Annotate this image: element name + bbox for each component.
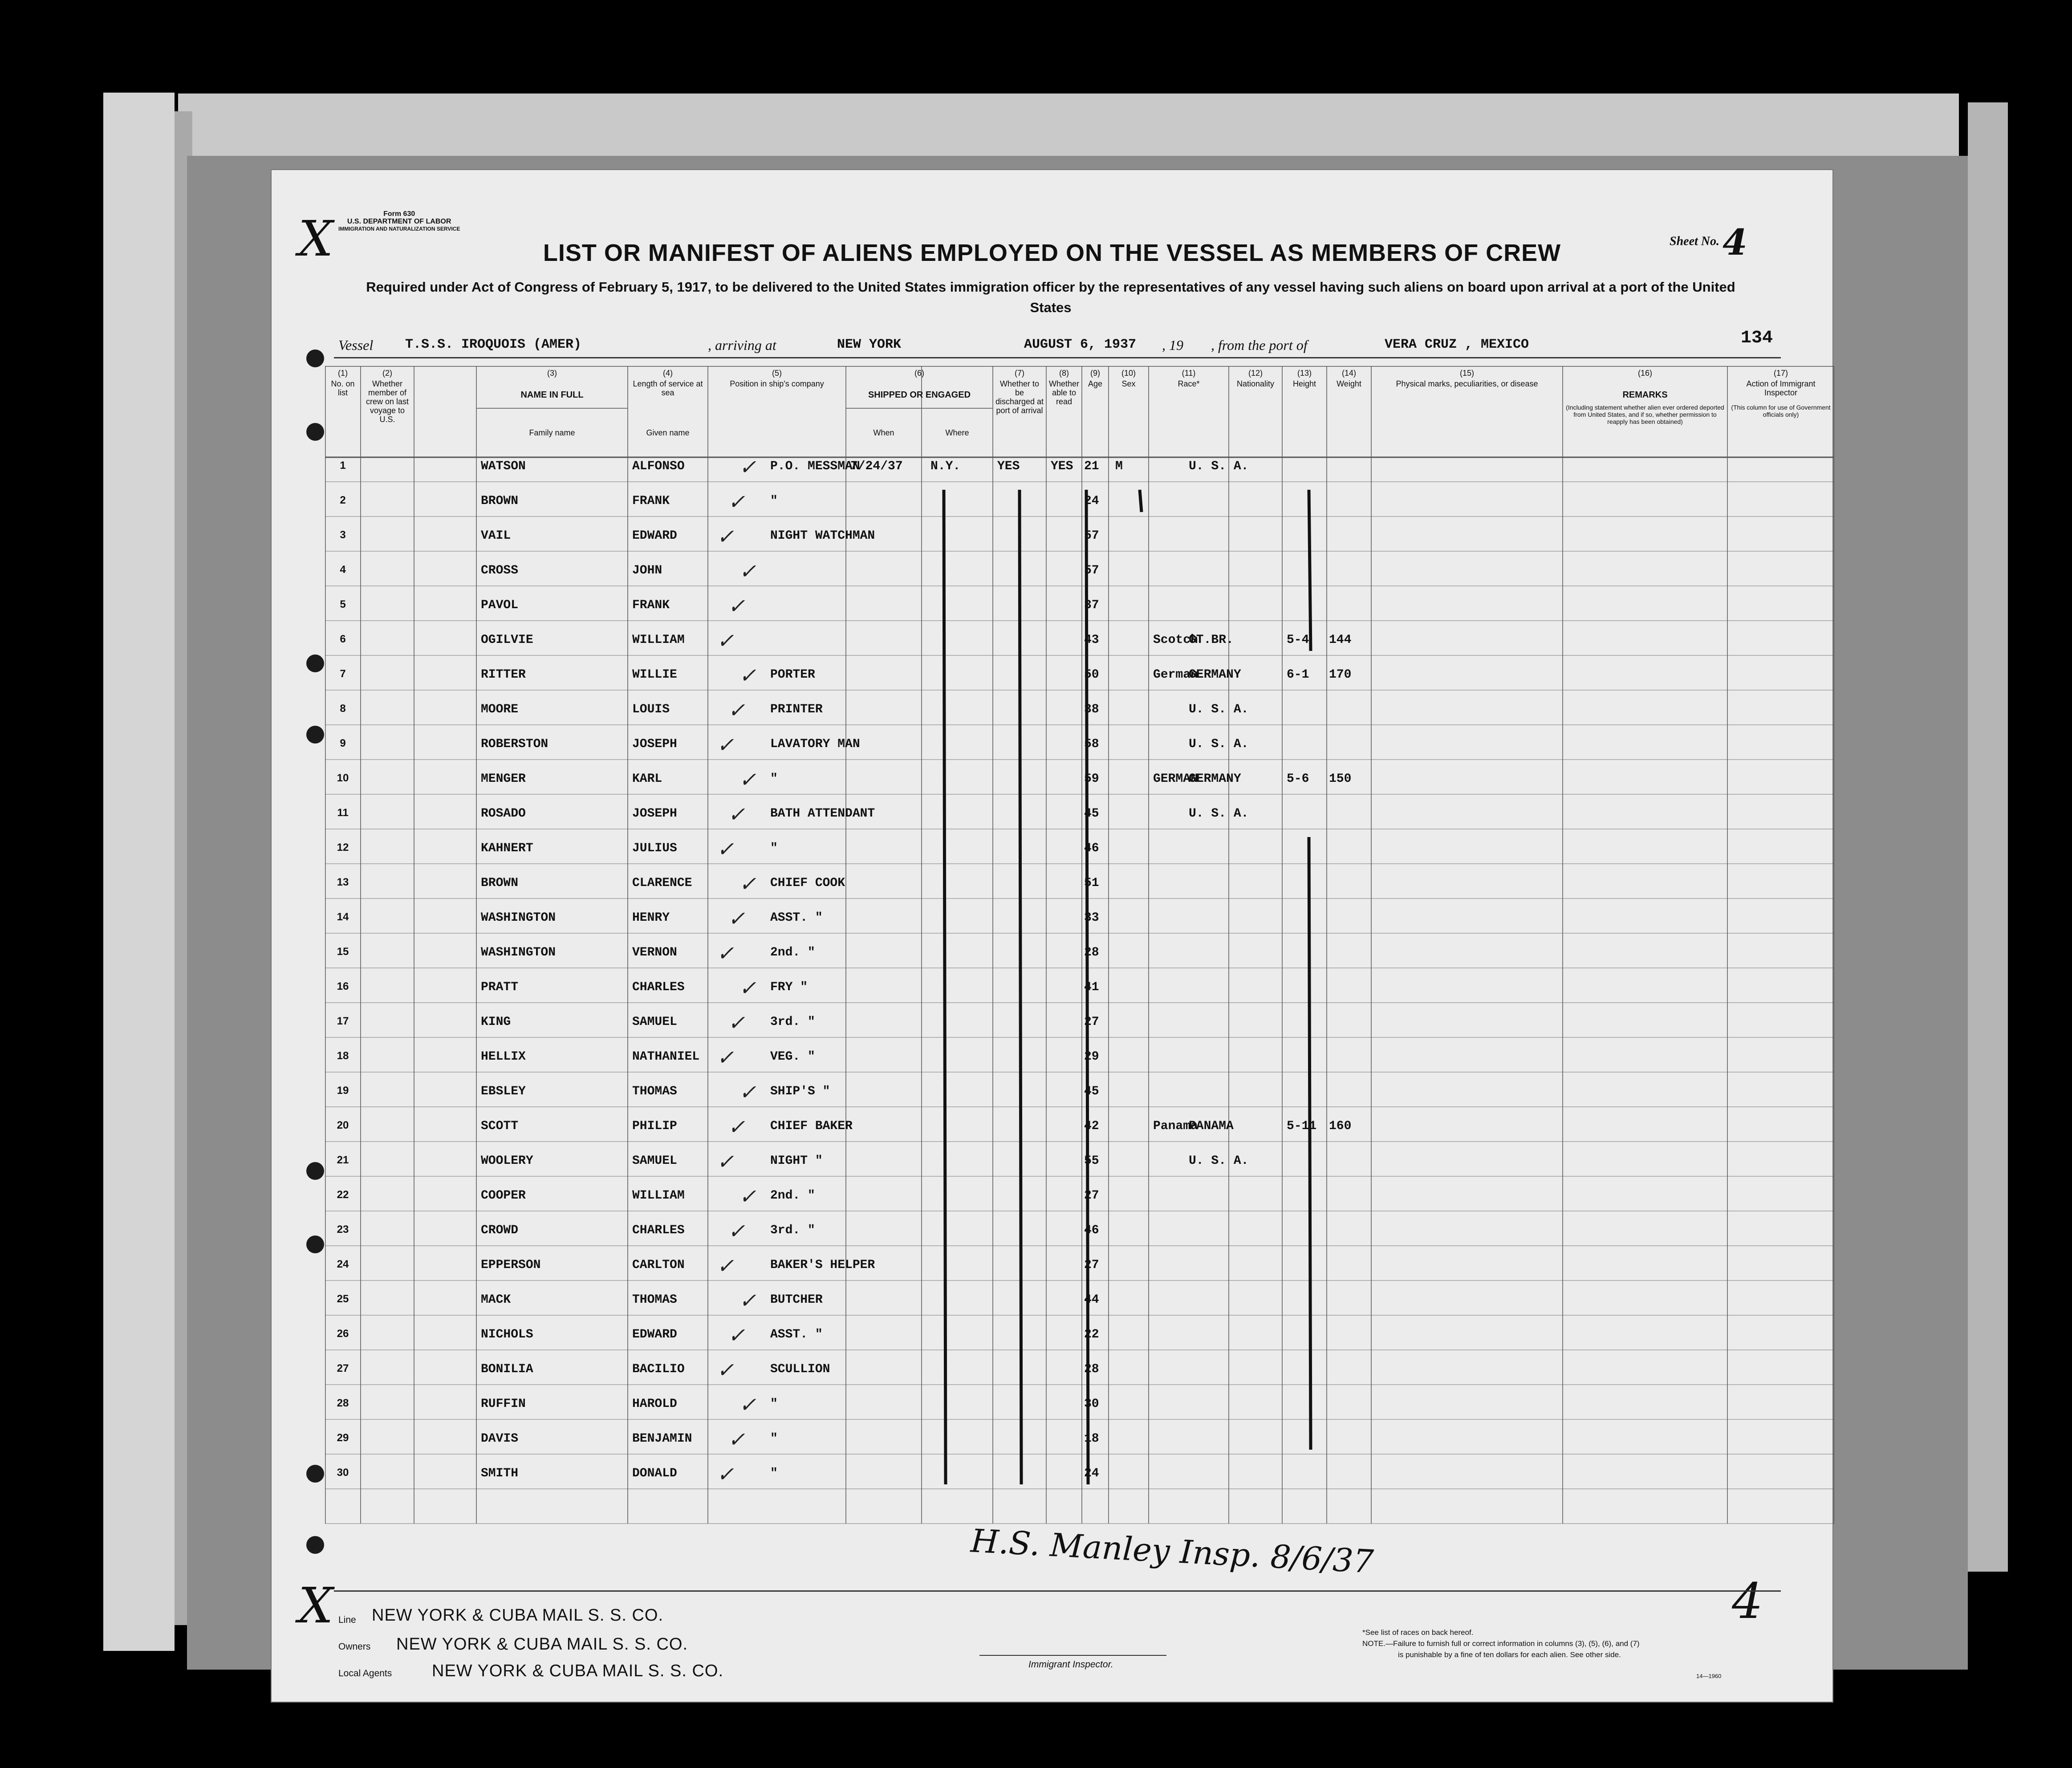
- departure-port: VERA CRUZ , MEXICO: [1385, 337, 1529, 352]
- checkmark-icon: ✓: [739, 663, 756, 687]
- family-name: HELLIX: [481, 1050, 526, 1064]
- position: BAKER'S HELPER: [770, 1258, 875, 1272]
- nationality: U. S. A.: [1189, 737, 1249, 751]
- checkmark-icon: ✓: [717, 1462, 734, 1486]
- column-number: (8): [1059, 369, 1069, 378]
- family-name: KAHNERT: [481, 841, 533, 855]
- age: 30: [1084, 1397, 1099, 1411]
- family-name: COOPER: [481, 1189, 526, 1203]
- family-name: VAIL: [481, 529, 511, 543]
- able-to-read: YES: [1051, 459, 1073, 473]
- when-header: When: [873, 428, 894, 437]
- family-name: ROBERSTON: [481, 737, 548, 751]
- race: Scotch: [1153, 633, 1198, 647]
- checkmark-icon: ✓: [739, 1184, 756, 1208]
- agents-value: NEW YORK & CUBA MAIL S. S. CO.: [432, 1662, 724, 1680]
- ditto-line: [944, 490, 946, 1484]
- position: ": [770, 772, 778, 786]
- checkmark-icon: ✓: [728, 1427, 745, 1451]
- given-name: CHARLES: [632, 1223, 685, 1237]
- age: 27: [1084, 1189, 1099, 1203]
- family-name: CROWD: [481, 1223, 519, 1237]
- checkmark-icon: ✓: [717, 941, 734, 965]
- row-number: 3: [340, 529, 346, 541]
- position: ": [770, 1467, 778, 1480]
- nationality: PANAMA: [1189, 1119, 1234, 1133]
- family-name: WASHINGTON: [481, 946, 556, 959]
- given-name: THOMAS: [632, 1085, 677, 1098]
- checkmark-icon: ✓: [739, 872, 756, 896]
- row-number: 19: [337, 1085, 349, 1097]
- column-header: Whether able to read: [1048, 379, 1080, 406]
- column-number: (5): [772, 369, 782, 378]
- family-name-header: Family name: [529, 428, 575, 437]
- age: 59: [1084, 772, 1099, 786]
- position: CHIEF COOK: [770, 876, 845, 890]
- age: 28: [1084, 946, 1099, 959]
- family-name: SMITH: [481, 1467, 519, 1480]
- nationality: U. S. A.: [1189, 459, 1249, 473]
- shipped-where: N.Y.: [930, 459, 961, 473]
- mark-top-left: X: [298, 210, 333, 267]
- age: 46: [1084, 841, 1099, 855]
- column-number: (4): [663, 369, 673, 378]
- checkmark-icon: ✓: [739, 559, 756, 583]
- age: 42: [1084, 1119, 1099, 1133]
- punch-hole: [306, 423, 324, 441]
- family-name: MENGER: [481, 772, 526, 786]
- family-name: PAVOL: [481, 598, 519, 612]
- checkmark-icon: ✓: [717, 733, 734, 757]
- family-name: EBSLEY: [481, 1085, 526, 1098]
- family-name: NICHOLS: [481, 1328, 533, 1341]
- family-name: PRATT: [481, 980, 519, 994]
- row-number: 28: [337, 1397, 349, 1409]
- sex: M: [1115, 459, 1123, 473]
- given-name: THOMAS: [632, 1293, 677, 1307]
- given-name: FRANK: [632, 494, 670, 508]
- row-number: 6: [340, 633, 346, 645]
- row-number: 10: [337, 772, 349, 784]
- mark-bottom-left: X: [298, 1577, 333, 1634]
- arrival-port: NEW YORK: [837, 337, 902, 352]
- checkmark-icon: ✓: [717, 1254, 734, 1278]
- column-header: Action of Immigrant Inspector: [1746, 379, 1816, 397]
- ditto-line: [1020, 490, 1021, 1484]
- nationality: U. S. A.: [1189, 807, 1249, 821]
- note-fine: is punishable by a fine of ten dollars for each alien. See other side.: [1398, 1650, 1621, 1659]
- scan-background-top: [178, 93, 1959, 160]
- height: 6-1: [1287, 668, 1309, 682]
- column-header: Height: [1292, 379, 1316, 388]
- checkmark-icon: ✓: [728, 698, 745, 722]
- column-header: Race*: [1178, 379, 1200, 388]
- height: 5-11: [1287, 1119, 1317, 1133]
- mark-bottom-right: 4: [1732, 1573, 1763, 1630]
- family-name: ROSADO: [481, 807, 526, 821]
- age: 44: [1084, 1293, 1099, 1307]
- family-name: MACK: [481, 1293, 511, 1307]
- column-number: (7): [1015, 369, 1024, 378]
- position: ": [770, 494, 778, 508]
- given-name: HAROLD: [632, 1397, 677, 1411]
- checkmark-icon: ✓: [739, 1393, 756, 1417]
- footer-rule: [334, 1590, 1781, 1592]
- column-header: Weight: [1337, 379, 1361, 388]
- family-name: RUFFIN: [481, 1397, 526, 1411]
- row-number: 17: [337, 1015, 349, 1027]
- line-value: NEW YORK & CUBA MAIL S. S. CO.: [372, 1606, 664, 1625]
- given-name: CHARLES: [632, 980, 685, 994]
- given-name: BENJAMIN: [632, 1432, 692, 1446]
- position: ASST. ": [770, 911, 823, 925]
- form-department: U.S. DEPARTMENT OF LABOR: [347, 218, 451, 225]
- row-number: 4: [340, 564, 346, 576]
- nationality: GERMANY: [1189, 668, 1241, 682]
- row-number: 15: [337, 946, 349, 958]
- remarks-note: (Including statement whether alien ever ordered deported from United States, and if so, whether permission to reapply has been obtained): [1566, 404, 1724, 425]
- given-name: JULIUS: [632, 841, 677, 855]
- vessel-line-rule: [334, 357, 1781, 358]
- column-number: (17): [1773, 369, 1788, 378]
- position: VEG. ": [770, 1050, 815, 1064]
- family-name: SCOTT: [481, 1119, 519, 1133]
- checkmark-icon: ✓: [739, 455, 756, 479]
- given-name: CLARENCE: [632, 876, 692, 890]
- nationality: GERMANY: [1189, 772, 1241, 786]
- nationality: GT.BR.: [1189, 633, 1234, 647]
- row-number: 5: [340, 598, 346, 610]
- row-number: 11: [337, 807, 349, 819]
- manifest-title: LIST OR MANIFEST OF ALIENS EMPLOYED ON THE VESSEL AS MEMBERS OF CREW: [543, 240, 1561, 266]
- age: 46: [1084, 1223, 1099, 1237]
- position: BATH ATTENDANT: [770, 807, 875, 821]
- age: 33: [1084, 911, 1099, 925]
- row-number: 27: [337, 1362, 349, 1374]
- given-name: LOUIS: [632, 703, 670, 716]
- weight: 150: [1329, 772, 1352, 786]
- column-header: SHIPPED OR ENGAGED: [868, 390, 971, 400]
- manifest-subtitle: Required under Act of Congress of February 5, 1917, to be delivered to the United States immigration officer by the representatives of any vessel having such aliens on board upon arrival at a port of the United States: [366, 279, 1735, 315]
- row-number: 22: [337, 1189, 349, 1201]
- given-name: DONALD: [632, 1467, 677, 1480]
- family-name: WASHINGTON: [481, 911, 556, 925]
- age: 45: [1084, 1085, 1099, 1098]
- column-header: Sex: [1121, 379, 1136, 388]
- position: P.O. MESSMAN: [770, 459, 860, 473]
- age: 41: [1084, 980, 1099, 994]
- given-name: CARLTON: [632, 1258, 685, 1272]
- column-header: Whether to be discharged at port of arrival: [995, 379, 1044, 415]
- race: GERMAN: [1153, 772, 1198, 786]
- position: FRY ": [770, 980, 808, 994]
- given-name: PHILIP: [632, 1119, 677, 1133]
- checkmark-icon: ✓: [728, 1323, 745, 1347]
- checkmark-icon: ✓: [728, 906, 745, 931]
- position: NIGHT ": [770, 1154, 823, 1168]
- row-number: 7: [340, 668, 346, 680]
- scan-background-right: [1968, 102, 2008, 1572]
- height: 5-6: [1287, 772, 1309, 786]
- year-label: , 19: [1162, 337, 1183, 353]
- age: 58: [1084, 737, 1099, 751]
- row-number: 12: [337, 841, 349, 854]
- given-name: SAMUEL: [632, 1015, 677, 1029]
- checkmark-icon: ✓: [728, 1011, 745, 1035]
- note-failure: NOTE.—Failure to furnish full or correct information in columns (3), (5), (6), and (7): [1362, 1639, 1640, 1648]
- checkmark-icon: ✓: [717, 837, 734, 861]
- row-number: 9: [340, 737, 346, 749]
- discharged-at-port: YES: [997, 459, 1020, 473]
- scan-background-left: [103, 93, 175, 1651]
- given-name: SAMUEL: [632, 1154, 677, 1168]
- checkmark-icon: ✓: [739, 976, 756, 1000]
- weight: 160: [1329, 1119, 1352, 1133]
- family-name: RITTER: [481, 668, 526, 682]
- manifest-sheet: [272, 170, 1832, 1702]
- age: 37: [1084, 598, 1099, 612]
- given-name: JOSEPH: [632, 737, 677, 751]
- owners-label: Owners: [338, 1642, 371, 1652]
- weight: 144: [1329, 633, 1352, 647]
- column-header: REMARKS: [1622, 390, 1668, 400]
- ditto-line: [1309, 837, 1311, 1450]
- position: SCULLION: [770, 1362, 830, 1376]
- family-name: WATSON: [481, 459, 526, 473]
- vessel-label: Vessel: [338, 337, 374, 353]
- position: PRINTER: [770, 703, 823, 716]
- checkmark-icon: ✓: [717, 1045, 734, 1069]
- age: 27: [1084, 1015, 1099, 1029]
- position: SHIP'S ": [770, 1085, 830, 1098]
- position: ": [770, 1432, 778, 1446]
- given-name: NATHANIEL: [632, 1050, 700, 1064]
- column-header: Physical marks, peculiarities, or disease: [1396, 379, 1538, 388]
- nationality: U. S. A.: [1189, 703, 1249, 716]
- given-name: EDWARD: [632, 529, 677, 543]
- punch-hole: [306, 654, 324, 672]
- agents-label: Local Agents: [338, 1668, 392, 1679]
- where-header: Where: [945, 428, 969, 437]
- position: 3rd. ": [770, 1015, 815, 1029]
- from-port-label: , from the port of: [1211, 337, 1308, 353]
- checkmark-icon: ✓: [728, 490, 745, 514]
- row-number: 18: [337, 1050, 349, 1062]
- position: 2nd. ": [770, 946, 815, 959]
- age: 27: [1084, 1258, 1099, 1272]
- position: PORTER: [770, 668, 815, 682]
- height: 5-4: [1287, 633, 1309, 647]
- form-number: Form 630: [383, 210, 415, 218]
- arriving-label: , arriving at: [708, 337, 776, 353]
- given-name: KARL: [632, 772, 662, 786]
- ditto-line: [1309, 490, 1311, 651]
- line-label: Line: [338, 1615, 356, 1625]
- given-name: JOSEPH: [632, 807, 677, 821]
- column-header: Nationality: [1236, 379, 1275, 388]
- inspector-note: (This column for use of Government officials only): [1731, 404, 1831, 418]
- row-number: 25: [337, 1293, 349, 1305]
- column-number: (2): [382, 369, 392, 378]
- age: 43: [1084, 633, 1099, 647]
- checkmark-icon: ✓: [717, 524, 734, 549]
- column-number: (3): [547, 369, 557, 378]
- age: 24: [1084, 494, 1099, 508]
- family-name: BROWN: [481, 494, 519, 508]
- column-header: NAME IN FULL: [520, 390, 584, 400]
- form-service: IMMIGRATION AND NATURALIZATION SERVICE: [338, 226, 460, 232]
- given-name: VERNON: [632, 946, 677, 959]
- row-number: 1: [340, 459, 346, 471]
- shipped-when: 7/24/37: [850, 459, 903, 473]
- column-header: Position in ship's company: [730, 379, 824, 388]
- age: 24: [1084, 1467, 1099, 1480]
- given-name: WILLIE: [632, 668, 677, 682]
- inspector-signature: H.S. Manley Insp. 8/6/37: [970, 1522, 1375, 1581]
- row-number: 20: [337, 1119, 349, 1131]
- row-number: 30: [337, 1467, 349, 1479]
- column-number: (13): [1297, 369, 1312, 378]
- given-name-header: Given name: [646, 428, 690, 437]
- column-number: (6): [914, 369, 924, 378]
- given-name: WILLIAM: [632, 633, 685, 647]
- checkmark-icon: ✓: [739, 1288, 756, 1313]
- position: LAVATORY MAN: [770, 737, 860, 751]
- note-races: *See list of races on back hereof.: [1362, 1628, 1474, 1637]
- ditto-line: [1140, 490, 1142, 512]
- checkmark-icon: ✓: [728, 594, 745, 618]
- punch-hole: [306, 1536, 324, 1554]
- form-info: [338, 210, 460, 233]
- sheet-number: Sheet No. 4: [1670, 221, 1747, 263]
- age: 38: [1084, 703, 1099, 716]
- column-number: (12): [1248, 369, 1263, 378]
- age: 18: [1084, 1432, 1099, 1446]
- row-number: 14: [337, 911, 349, 923]
- column-number: (15): [1459, 369, 1474, 378]
- checkmark-icon: ✓: [728, 1219, 745, 1243]
- age: 50: [1084, 668, 1099, 682]
- punch-hole: [306, 726, 324, 744]
- column-number: (14): [1341, 369, 1356, 378]
- column-header: Whether member of crew on last voyage to U.S.: [366, 379, 409, 424]
- position: ASST. ": [770, 1328, 823, 1341]
- family-name: MOORE: [481, 703, 519, 716]
- given-name: BACILIO: [632, 1362, 685, 1376]
- checkmark-icon: ✓: [717, 1358, 734, 1382]
- column-number: (1): [338, 369, 348, 378]
- row-number: 13: [337, 876, 349, 888]
- age: 28: [1084, 1362, 1099, 1376]
- column-number: (16): [1637, 369, 1652, 378]
- row-number: 2: [340, 494, 346, 506]
- column-header: No. on list: [331, 379, 355, 397]
- owners-value: NEW YORK & CUBA MAIL S. S. CO.: [396, 1635, 688, 1654]
- family-name: BROWN: [481, 876, 519, 890]
- position: 2nd. ": [770, 1189, 815, 1203]
- checkmark-icon: ✓: [717, 1150, 734, 1174]
- given-name: HENRY: [632, 911, 670, 925]
- given-name: ALFONSO: [632, 459, 685, 473]
- punch-hole: [306, 1465, 324, 1483]
- row-number: 23: [337, 1223, 349, 1236]
- position: BUTCHER: [770, 1293, 823, 1307]
- table-gridlines: [325, 366, 1834, 1604]
- age: 29: [1084, 1050, 1099, 1064]
- crew-table: [325, 366, 1834, 1604]
- family-name: EPPERSON: [481, 1258, 541, 1272]
- family-name: KING: [481, 1015, 511, 1029]
- age: 51: [1084, 876, 1099, 890]
- given-name: EDWARD: [632, 1328, 677, 1341]
- family-name: DAVIS: [481, 1432, 519, 1446]
- position: 3rd. ": [770, 1223, 815, 1237]
- weight: 170: [1329, 668, 1352, 682]
- checkmark-icon: ✓: [739, 1080, 756, 1104]
- given-name: WILLIAM: [632, 1189, 685, 1203]
- print-code: 14—1960: [1696, 1673, 1722, 1679]
- age: 57: [1084, 529, 1099, 543]
- row-number: 29: [337, 1432, 349, 1444]
- age: 21: [1084, 459, 1099, 473]
- age: 22: [1084, 1328, 1099, 1341]
- checkmark-icon: ✓: [728, 1115, 745, 1139]
- row-number: 21: [337, 1154, 349, 1166]
- row-number: 24: [337, 1258, 349, 1270]
- page-stamp-number: 134: [1741, 328, 1773, 348]
- punch-hole: [306, 1162, 324, 1180]
- row-number: 16: [337, 980, 349, 992]
- column-number: (9): [1090, 369, 1100, 378]
- family-name: WOOLERY: [481, 1154, 533, 1168]
- arrival-date: AUGUST 6, 1937: [1024, 337, 1137, 352]
- given-name: JOHN: [632, 564, 662, 577]
- race: Panama: [1153, 1119, 1198, 1133]
- position: CHIEF BAKER: [770, 1119, 853, 1133]
- inspector-label: Immigrant Inspector.: [1028, 1659, 1113, 1670]
- race: German: [1153, 668, 1198, 682]
- age: 45: [1084, 807, 1099, 821]
- checkmark-icon: ✓: [717, 629, 734, 653]
- punch-hole: [306, 350, 324, 367]
- inspector-sign-line: [979, 1655, 1166, 1656]
- column-header: Length of service at sea: [633, 379, 703, 397]
- row-number: 8: [340, 703, 346, 715]
- nationality: U. S. A.: [1189, 1154, 1249, 1168]
- column-number: (11): [1182, 369, 1196, 378]
- position: ": [770, 1397, 778, 1411]
- vessel-name: T.S.S. IROQUOIS (AMER): [405, 337, 582, 352]
- punch-hole: [306, 1236, 324, 1253]
- position: NIGHT WATCHMAN: [770, 529, 875, 543]
- column-header: Age: [1088, 379, 1103, 388]
- row-number: 26: [337, 1328, 349, 1340]
- family-name: OGILVIE: [481, 633, 533, 647]
- age: 57: [1084, 564, 1099, 577]
- column-number: (10): [1121, 369, 1136, 378]
- age: 55: [1084, 1154, 1099, 1168]
- given-name: FRANK: [632, 598, 670, 612]
- position: ": [770, 841, 778, 855]
- checkmark-icon: ✓: [728, 802, 745, 826]
- family-name: CROSS: [481, 564, 519, 577]
- family-name: BONILIA: [481, 1362, 533, 1376]
- checkmark-icon: ✓: [739, 768, 756, 792]
